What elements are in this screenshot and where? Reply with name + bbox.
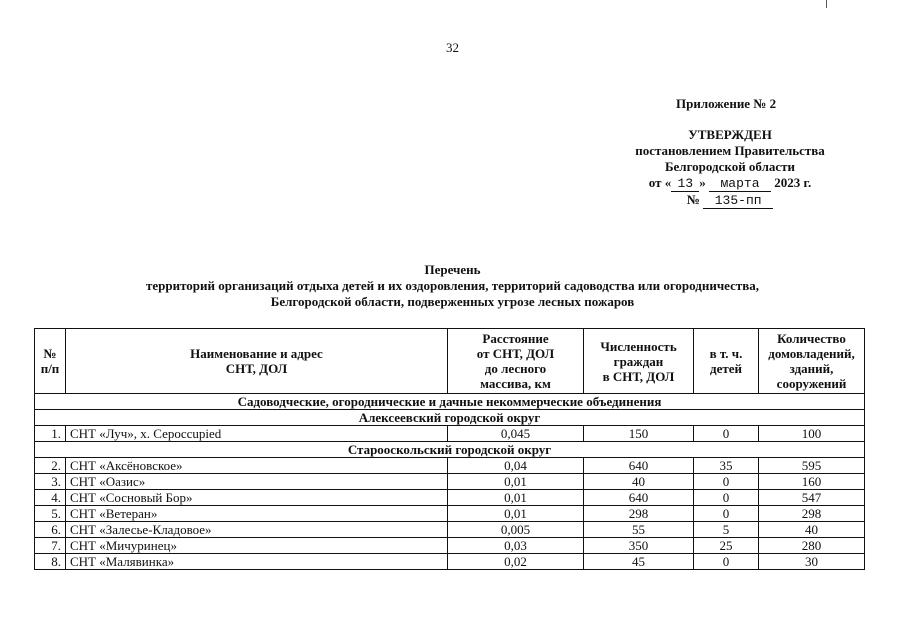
header-population-l3: в СНТ, ДОЛ — [602, 368, 675, 384]
scan-mark — [826, 0, 827, 8]
cell-buildings: 298 — [759, 506, 865, 522]
cell-buildings: 595 — [759, 458, 865, 474]
header-buildings-l1: Количество — [777, 331, 846, 346]
page-number: 32 — [446, 40, 459, 55]
cell-children: 25 — [694, 538, 759, 554]
cell-buildings: 30 — [759, 554, 865, 570]
cell-num: 8. — [35, 554, 66, 570]
title-line2: территорий организаций отдыха детей и их оздоровления, территорий садоводства или огородничества, — [145, 278, 760, 293]
district-row — [35, 410, 865, 426]
number-prefix: № — [686, 192, 700, 207]
title-line3: Белгородской области, подверженных угрозе лесных пожаров — [270, 294, 635, 309]
header-name-l2: СНТ, ДОЛ — [225, 361, 288, 376]
header-population — [584, 329, 694, 394]
cell-children: 0 — [694, 474, 759, 490]
header-buildings — [759, 329, 865, 394]
table-row — [35, 506, 865, 522]
cell-num: 6. — [35, 522, 66, 538]
header-name — [66, 329, 448, 394]
approval-line2: постановлением Правительства — [635, 143, 825, 158]
header-distance-l4: массива, км — [480, 376, 551, 391]
header-children-l2: детей — [710, 361, 742, 376]
header-distance-l1: Расстояние — [482, 331, 549, 346]
cell-children: 0 — [694, 506, 759, 522]
header-num-l1: № — [43, 346, 57, 361]
cell-children: 0 — [694, 426, 759, 442]
cell-buildings: 160 — [759, 474, 865, 490]
cell-name: СНТ «Залесье-Кладовое» — [66, 522, 448, 538]
district-alekseevsky: Алексеевский городской округ — [35, 410, 865, 426]
document-title — [0, 262, 905, 310]
table-row — [35, 538, 865, 554]
cell-population: 640 — [584, 458, 694, 474]
title-line1: Перечень — [424, 262, 481, 277]
section-row — [35, 394, 865, 410]
cell-population: 45 — [584, 554, 694, 570]
cell-name: СНТ «Оазис» — [66, 474, 448, 490]
header-buildings-l2: домовладений, — [768, 346, 855, 361]
cell-population: 40 — [584, 474, 694, 490]
cell-buildings: 40 — [759, 522, 865, 538]
cell-num: 7. — [35, 538, 66, 554]
header-num — [35, 329, 66, 394]
header-population-l2: граждан — [613, 353, 664, 369]
cell-distance: 0,005 — [448, 522, 584, 538]
district-row — [35, 442, 865, 458]
cell-children: 35 — [694, 458, 759, 474]
header-num-l2: п/п — [40, 361, 60, 376]
cell-distance: 0,01 — [448, 474, 584, 490]
cell-children: 0 — [694, 490, 759, 506]
cell-num: 2. — [35, 458, 66, 474]
header-children — [694, 329, 759, 394]
cell-population: 640 — [584, 490, 694, 506]
approval-number — [615, 192, 845, 209]
cell-population: 298 — [584, 506, 694, 522]
table-row — [35, 474, 865, 490]
cell-num: 5. — [35, 506, 66, 522]
table-header-row — [35, 329, 865, 394]
date-mid: » — [699, 175, 706, 190]
cell-buildings: 100 — [759, 426, 865, 442]
header-population-l1: Численность — [600, 338, 677, 354]
header-distance-l3: до лесного — [484, 361, 547, 376]
cell-children: 0 — [694, 554, 759, 570]
header-buildings-l4: сооружений — [776, 376, 847, 391]
cell-children: 5 — [694, 522, 759, 538]
cell-distance: 0,03 — [448, 538, 584, 554]
cell-distance: 0,045 — [448, 426, 584, 442]
cell-distance: 0,04 — [448, 458, 584, 474]
approval-date — [615, 175, 845, 192]
header-distance — [448, 329, 584, 394]
cell-name: СНТ «Аксёновское» — [66, 458, 448, 474]
district-starooskolsky: Старооскольский городской округ — [35, 442, 865, 458]
cell-name: СНТ «Луч», х. Серoccupied — [66, 426, 448, 442]
date-month: марта — [709, 177, 771, 192]
table-row — [35, 458, 865, 474]
cell-name: СНТ «Мичуринец» — [66, 538, 448, 554]
cell-buildings: 280 — [759, 538, 865, 554]
section-main: Садоводческие, огороднические и дачные некоммерческие объединения — [35, 394, 865, 410]
cell-num: 1. — [35, 426, 66, 442]
cell-distance: 0,01 — [448, 490, 584, 506]
table-row — [35, 554, 865, 570]
cell-buildings: 547 — [759, 490, 865, 506]
date-day: 13 — [671, 177, 699, 192]
cell-population: 55 — [584, 522, 694, 538]
cell-distance: 0,02 — [448, 554, 584, 570]
cell-num: 4. — [35, 490, 66, 506]
header-distance-l2: от СНТ, ДОЛ — [476, 346, 555, 361]
table-row — [35, 426, 865, 442]
cell-population: 150 — [584, 426, 694, 442]
cell-num: 3. — [35, 474, 66, 490]
cell-name: СНТ «Сосновый Бор» — [66, 490, 448, 506]
number-value: 135-пп — [703, 194, 773, 209]
date-prefix: от « — [648, 175, 672, 190]
header-name-l1: Наименование и адрес — [190, 346, 323, 361]
approval-block — [615, 127, 845, 209]
header-children-l1: в т. ч. — [709, 346, 743, 361]
table-row — [35, 490, 865, 506]
cell-distance: 0,01 — [448, 506, 584, 522]
cell-population: 350 — [584, 538, 694, 554]
appendix-label: Приложение № 2 — [676, 96, 777, 111]
cell-name: СНТ «Ветеран» — [66, 506, 448, 522]
approval-line1: УТВЕРЖДЕН — [688, 127, 772, 142]
table-row — [35, 522, 865, 538]
date-year: 2023 г. — [774, 175, 812, 190]
territories-table — [34, 328, 865, 570]
approval-line3: Белгородской области — [664, 159, 796, 174]
cell-name: СНТ «Малявинка» — [66, 554, 448, 570]
header-buildings-l3: зданий, — [789, 361, 834, 376]
